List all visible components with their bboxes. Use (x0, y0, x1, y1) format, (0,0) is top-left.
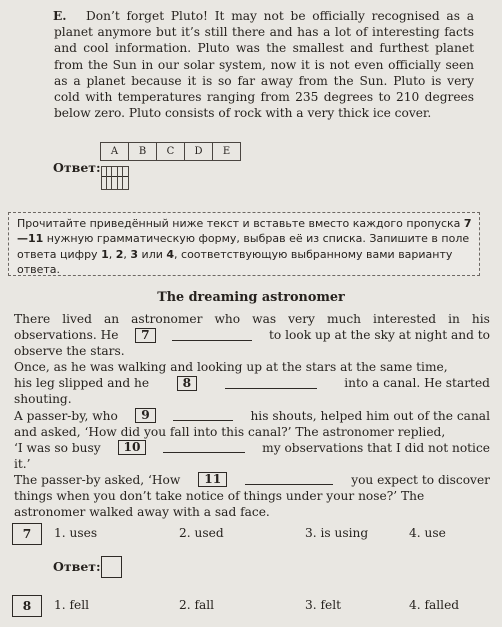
story-line-1-word: astronomer (131, 312, 203, 326)
q7-option-4: 4. use (409, 526, 446, 540)
gap-10-number: 10 (118, 440, 147, 455)
story-line-11: The passer-by asked, ‘How 11 you expect to discover (14, 472, 490, 487)
story-line-4: Once, as he was walking and looking up at the stars at the same time, (14, 360, 448, 375)
grid-header-b: B (129, 143, 157, 161)
grid-header-c: C (157, 143, 185, 161)
story-title: The dreaming astronomer (157, 290, 345, 305)
question-8-number: 8 (12, 595, 42, 617)
story-text (14, 311, 490, 520)
story-line-2: observations. He 7 to look up at the sky at night and to (14, 327, 490, 343)
story-line-6: shouting. (14, 392, 72, 407)
story-line-7: A passer-by, who 9 his shouts, helped him out of the canal (14, 408, 490, 423)
gap-9-number: 9 (135, 408, 155, 423)
task-e-text: Don’t forget Pluto! It may not be officially recognised as a planet anymore but it’s still there and has a lot of interesting facts and cool information. Pluto was the smallest and furthest planet from the Sun in our solar system, now it is not even officially seen as a planet because it is so far away from the Sun. Pluto is very cold with temperatures ranging from 235 degrees to 210 degrees below zero. Pluto consists of rock with a very thick ice cover. (54, 9, 474, 121)
gap-8-number: 8 (177, 376, 197, 391)
story-line-12: things when you don’t take notice of things under your nose?’ The (14, 489, 425, 504)
grid-header-d: D (185, 143, 213, 161)
story-line-1-word: his (471, 312, 490, 326)
story-line-1-word: was (252, 312, 277, 326)
story-line-9: ‘I was so busy 10 my observations that I did not notice (14, 440, 490, 455)
instruction-box: Прочитайте приведённый ниже текст и вставьте вместо каждого пропуска 7—11 нужную грамматическую форму, выбрав её из списка. Запишите в поле ответа цифру 1, 2, 3 или 4, соответствующую выбранному вами варианту ответа. (8, 212, 480, 276)
task-e-paragraph (54, 8, 474, 121)
gap-11-number: 11 (198, 472, 227, 487)
gap-11-blank (245, 474, 333, 485)
story-line-13: astronomer walked away with a sad face. (14, 505, 270, 520)
story-line-1-word: an (103, 312, 120, 326)
gap-8-blank (225, 378, 317, 389)
grid-header-e: E (213, 143, 241, 161)
q8-option-4: 4. falled (409, 598, 460, 612)
story-line-8: and asked, ‘How did you fall into this canal?’ The astronomer replied, (14, 424, 446, 439)
story-line-1-word: who (214, 312, 241, 326)
answer-label-grid: Ответ: (53, 160, 101, 175)
story-line-1-word: in (448, 312, 460, 326)
q7-option-2: 2. used (179, 526, 224, 540)
q7-option-1: 1. uses (54, 526, 98, 540)
story-line-5: his leg slipped and he 8 into a canal. He started (14, 375, 490, 391)
answer-grid (100, 142, 241, 180)
grid-header-a: A (101, 143, 129, 161)
story-line-1-word: lived (62, 312, 92, 326)
grid-cell-e[interactable] (123, 167, 128, 190)
answer-box-q7[interactable] (101, 556, 122, 578)
q8-option-3: 3. felt (305, 598, 342, 612)
story-line-1 (14, 311, 490, 327)
story-line-1-word: There (14, 312, 51, 326)
q8-option-2: 2. fall (179, 598, 215, 612)
story-line-3: observe the stars. (14, 344, 125, 359)
gap-10-blank (163, 442, 245, 453)
gap-7-number: 7 (135, 328, 155, 343)
story-line-1-word: very (288, 312, 315, 326)
task-e-letter: E. (53, 9, 67, 23)
answer-label-q7: Ответ: (53, 559, 101, 574)
q8-option-1: 1. fell (54, 598, 90, 612)
story-line-10: it.’ (14, 456, 31, 471)
gap-7-blank (172, 330, 252, 341)
gap-9-blank (173, 410, 233, 421)
story-line-1-word: interested (373, 312, 437, 326)
question-7-number: 7 (12, 523, 42, 545)
story-line-1-word: much (326, 312, 362, 326)
q7-option-3: 3. is using (305, 526, 369, 540)
